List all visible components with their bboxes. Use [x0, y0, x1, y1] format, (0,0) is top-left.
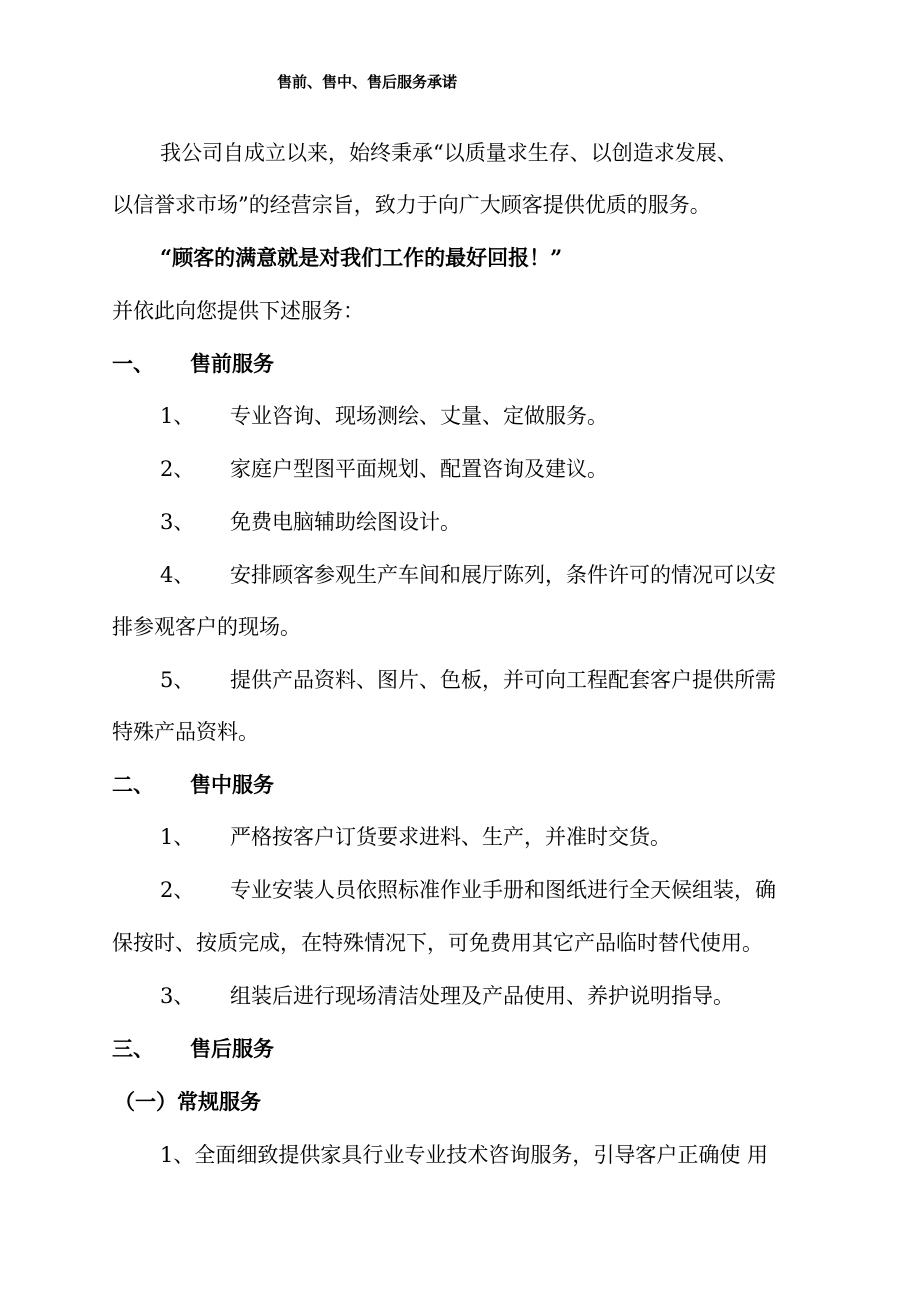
lead-text: 并依此向您提供下述服务： [112, 299, 364, 323]
item-number: 4、 [160, 563, 195, 587]
list-item [160, 561, 776, 589]
list-item-continuation: 排参观客户的现场。 [112, 615, 301, 639]
item-number: 1、 [160, 1143, 195, 1167]
item-number: 3、 [160, 984, 195, 1008]
section-title: 售中服务 [190, 772, 274, 797]
list-item [160, 666, 776, 694]
list-item [160, 1141, 768, 1169]
item-text: 家庭户型图平面规划、配置咨询及建议。 [230, 457, 608, 481]
item-text: 专业安装人员依照标准作业手册和图纸进行全天候组装，确 [230, 878, 776, 902]
item-text: 专业咨询、现场测绘、丈量、定做服务。 [230, 404, 608, 428]
section-heading-presale [112, 350, 274, 378]
section-number: 三、 [112, 1036, 154, 1061]
section-heading-in-sale [112, 771, 274, 799]
list-item [160, 876, 776, 904]
list-item [160, 402, 608, 430]
item-number: 2、 [160, 878, 195, 902]
section-number: 一、 [112, 351, 154, 376]
slogan: “顾客的满意就是对我们工作的最好回报！” [160, 245, 563, 270]
list-item [160, 455, 608, 483]
section-number: 二、 [112, 772, 154, 797]
item-text: 严格按客户订货要求进料、生产，并准时交货。 [230, 825, 671, 849]
item-text: 组装后进行现场清洁处理及产品使用、养护说明指导。 [230, 984, 734, 1008]
item-text: 提供产品资料、图片、色板，并可向工程配套客户提供所需 [230, 668, 776, 692]
sub-heading: （一）常规服务 [114, 1089, 261, 1114]
section-title: 售后服务 [190, 1036, 274, 1061]
item-number: 5、 [160, 668, 195, 692]
list-item [160, 823, 671, 851]
section-title: 售前服务 [190, 351, 274, 376]
item-number: 3、 [160, 510, 195, 534]
intro-line-1: 我公司自成立以来，始终秉承“以质量求生存、以创造求发展、 [160, 141, 738, 165]
item-text: 全面细致提供家具行业专业技术咨询服务，引导客户正确使 用 [194, 1143, 769, 1167]
list-item-continuation: 特殊产品资料。 [112, 720, 259, 744]
item-number: 1、 [160, 825, 195, 849]
item-number: 1、 [160, 404, 195, 428]
list-item-continuation: 保按时、按质完成，在特殊情况下，可免费用其它产品临时替代使用。 [112, 931, 763, 955]
item-number: 2、 [160, 457, 195, 481]
list-item [160, 508, 461, 536]
page-title: 售前、售中、售后服务承诺 [277, 73, 458, 91]
section-heading-after-sale [112, 1035, 274, 1063]
list-item [160, 982, 734, 1010]
item-text: 免费电脑辅助绘图设计。 [230, 510, 461, 534]
item-text: 安排顾客参观生产车间和展厅陈列，条件许可的情况可以安 [230, 563, 776, 587]
intro-line-2: 以信誉求市场”的经营宗旨，致力于向广大顾客提供优质的服务。 [112, 193, 711, 217]
